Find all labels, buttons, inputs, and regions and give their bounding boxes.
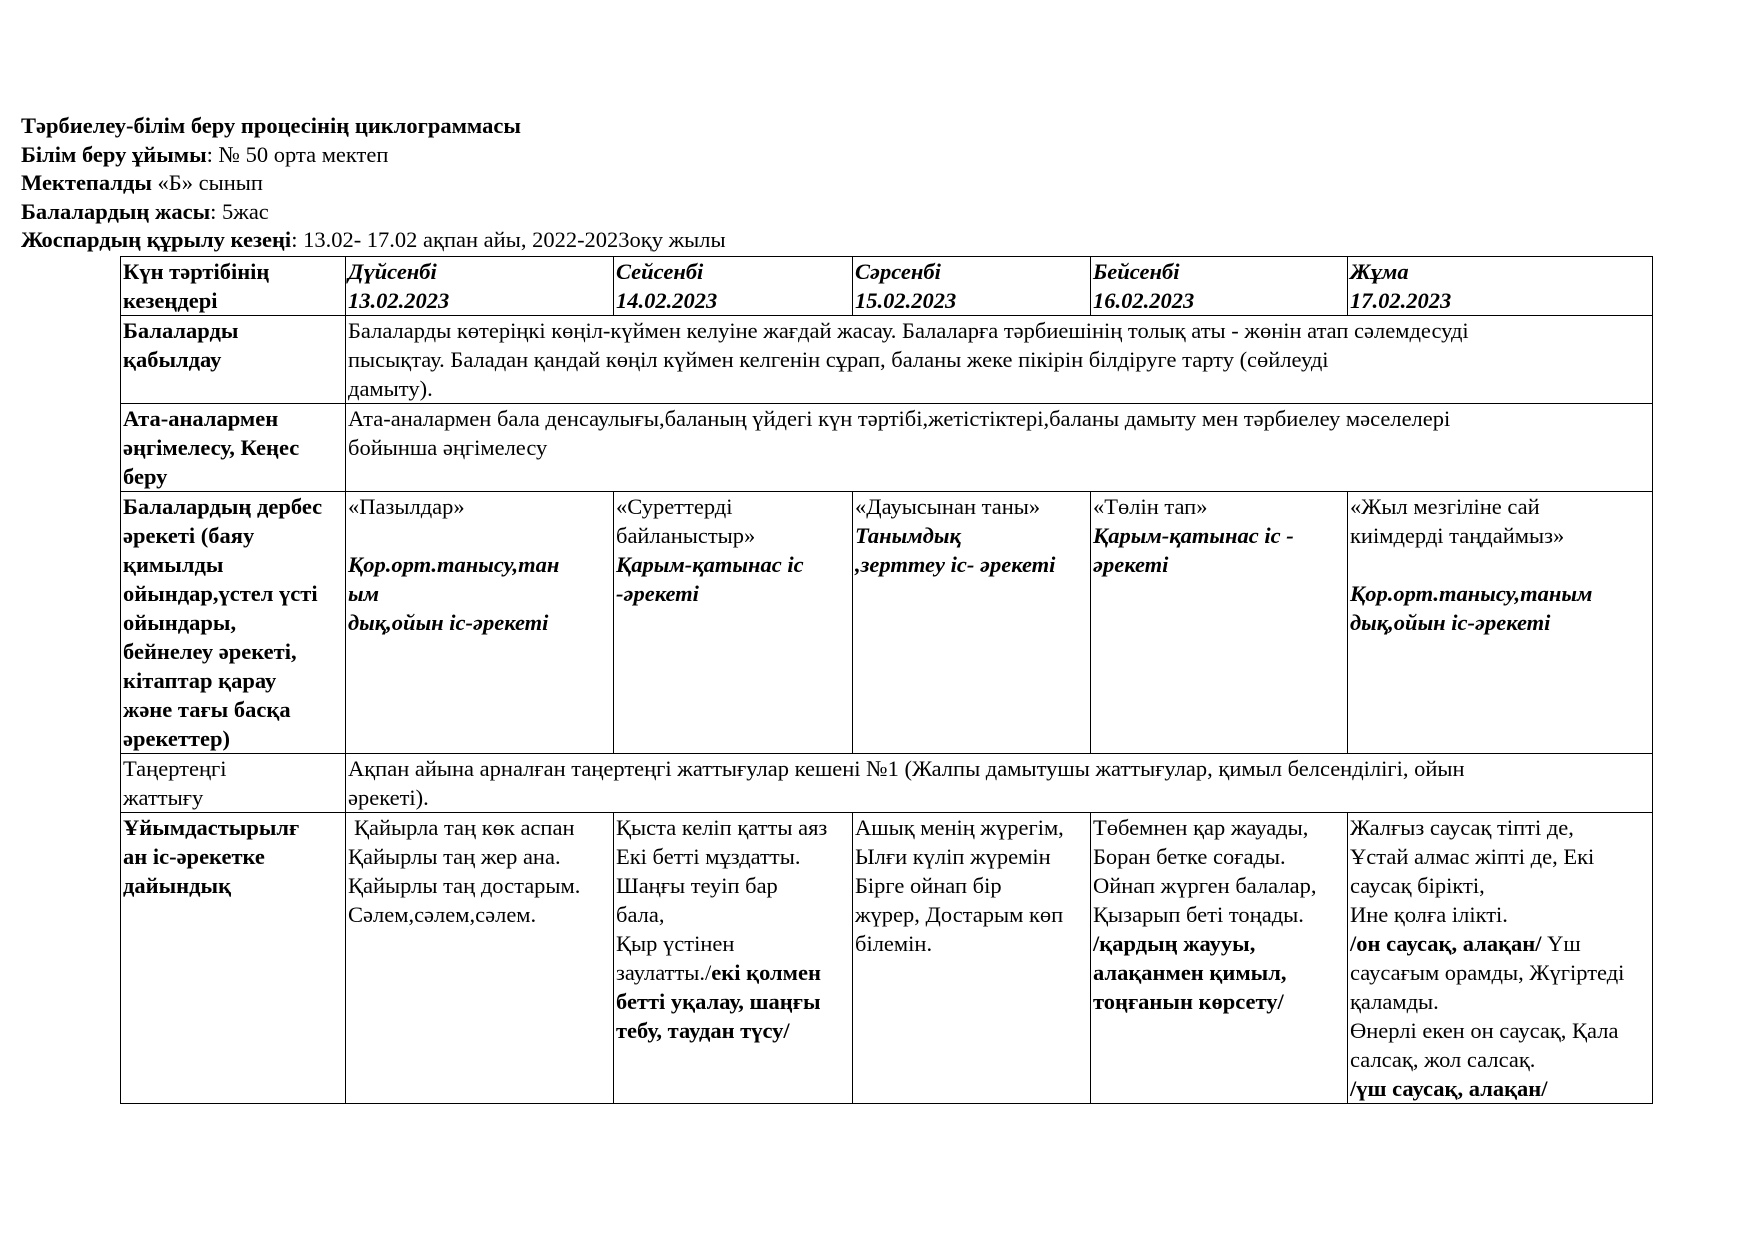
parents-label: Ата-аналармен әңгімелесу, Кеңес беру [121,404,346,492]
preparation-label: Ұйымдастырылғ ан іс-әрекетке дайындық [121,813,346,1104]
day-header-tuesday: Сейсенбі 14.02.2023 [614,257,853,316]
age-line [21,198,726,227]
schedule-table [120,256,1653,1104]
preparation-friday: Жалғыз саусақ тіпті де, Ұстай алмас жіпті де, Екі саусақ бірікті, Ине қолға ілікті. /он саусақ, алақан/ Үш саусағым орамды, Жүгіртеді қаламды. Өнерлі екен он саусақ, Қала салсақ, жол салсақ. /үш саусақ, алақан/ [1348,813,1653,1104]
class-label: Мектепалды [21,170,152,195]
org-label: Білім беру ұйымы [21,141,207,167]
activity-wednesday: «Дауысынан таны» Танымдық ,зерттеу іс- әрекеті [853,492,1091,754]
preparation-wednesday: Ашық менің жүрегім, Ылғи күліп жүремін Бірге ойнап бір жүрер, Достарым көп білемін. [853,813,1091,1104]
exercise-text: Ақпан айына арналған таңертеңгі жаттығулар кешені №1 (Жалпы дамытушы жаттығулар, қимыл белсенділігі, ойын әрекеті). [346,754,1653,813]
day-header-thursday: Бейсенбі 16.02.2023 [1091,257,1348,316]
org-value: : № 50 орта мектеп [206,141,389,167]
table-row-activity [121,492,1653,754]
exercise-label: Таңертеңгі жаттығу [121,754,346,813]
class-line [21,169,726,198]
day-header-wednesday: Сәрсенбі 15.02.2023 [853,257,1091,316]
period-value: : 13.02- 17.02 ақпан айы, 2022-2023оқу жылы [291,227,726,252]
reception-text: Балаларды көтеріңкі көңіл-күймен келуіне жағдай жасау. Балаларға тәрбиешінің толық аты - жөнін атап сәлемдесуді пысықтау. Баладан қандай көңіл күймен келгенін сұрап, баланы жеке пікірін білдіруге тарту (сөйлеуді дамыту). [346,316,1653,404]
document-header [21,112,726,255]
table-row-preparation [121,813,1653,1104]
table-header-row [121,257,1653,316]
activity-monday: «Пазылдар» Қор.орт.танысу,тан ым дық,ойын іс-әрекеті [346,492,614,754]
stage-header-cell: Күн тәртібінің кезеңдері [121,257,346,316]
day-header-friday: Жұма 17.02.2023 [1348,257,1653,316]
period-label: Жоспардың құрылу кезеңі [21,227,292,252]
age-label: Балалардың жасы [21,198,211,224]
activity-label: Балалардың дербес әрекеті (баяу қимылды ойындар,үстел үсті ойындары, бейнелеу әрекеті, кітаптар қарау және тағы басқа әрекеттер) [121,492,346,754]
preparation-thursday: Төбемнен қар жауады, Боран бетке соғады. Ойнап жүрген балалар, Қызарып беті тоңады. /қардың жаууы, алақанмен қимыл, тоңғанын көрсету/ [1091,813,1348,1104]
org-line [21,141,726,170]
day-header-monday: Дүйсенбі 13.02.2023 [346,257,614,316]
preparation-tuesday: Қыста келіп қатты аяз Екі бетті мұздатты. Шаңғы теуіп бар бала, Қыр үстінен заулатты./екі қолмен бетті уқалау, шаңғы тебу, таудан түсу/ [614,813,853,1104]
document-title: Тәрбиелеу-білім беру процесінің циклограммасы [21,113,521,138]
table-row-reception [121,316,1653,404]
age-value: : 5жас [210,198,269,224]
table-row-exercise [121,754,1653,813]
period-line [21,226,726,255]
parents-text: Ата-аналармен бала денсаулығы,баланың үйдегі күн тәртібі,жетістіктері,баланы дамыту мен тәрбиелеу мәселелері бойынша әңгімелесу [346,404,1653,492]
preparation-monday: Қайырла таң көк аспан Қайырлы таң жер ана. Қайырлы таң достарым. Сәлем,сәлем,сәлем. [346,813,614,1104]
table-row-parents [121,404,1653,492]
reception-label: Балаларды қабылдау [121,316,346,404]
class-value: «Б» сынып [151,170,263,195]
activity-friday: «Жыл мезгіліне сай киімдерді таңдаймыз» Қор.орт.танысу,таным дық,ойын іс-әрекеті [1348,492,1653,754]
activity-tuesday: «Суреттерді байланыстыр» Қарым-қатынас іс -әрекеті [614,492,853,754]
activity-thursday: «Төлін тап» Қарым-қатынас іс - әрекеті [1091,492,1348,754]
